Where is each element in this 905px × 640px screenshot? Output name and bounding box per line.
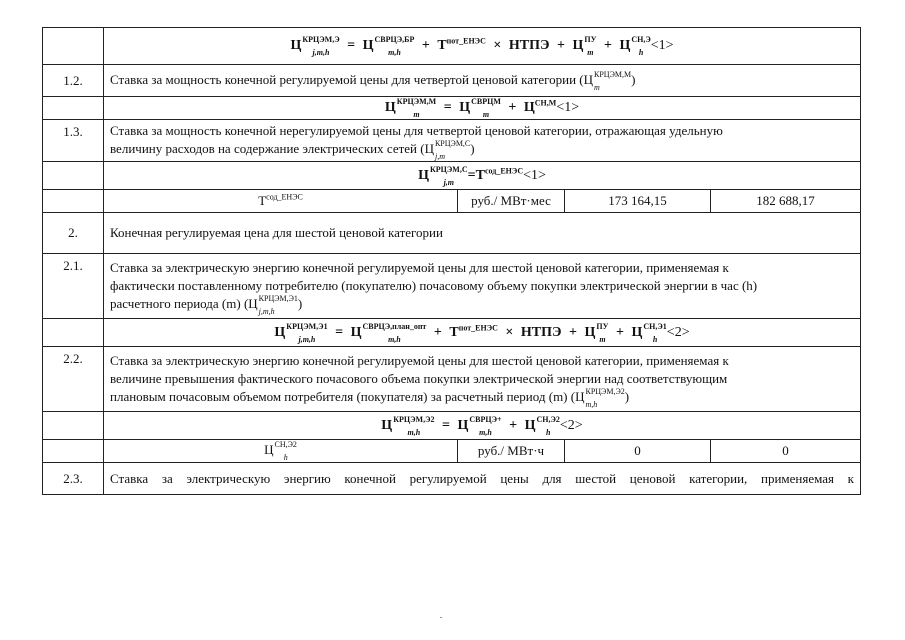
num-cell-empty (43, 412, 104, 440)
num-cell-empty (43, 162, 104, 190)
row-2-3 (43, 463, 861, 495)
value-2: 0 (711, 440, 861, 463)
num-cell-empty (43, 190, 104, 213)
row-2-1 (43, 254, 861, 319)
value-row-1-3 (43, 190, 861, 213)
row-number: 1.2. (43, 65, 104, 97)
row-description: Ставка за электрическую энергию конечной регулируемой цены для шестой ценовой категории, применяемая к фактически поставленному потребителю (покупателю) почасовому объему покупки электрической энергии в час (h) расчетного периода (m) (Ц КРЦЭМ,Э1 j,m,h ) (104, 254, 861, 319)
row-2-2 (43, 347, 861, 412)
value-label: $Т^{сод\_ЕНЭС}$ (104, 190, 458, 213)
formula-1-2: Ц КРЦЭМ,М m = Ц СВРЦМ m + $Ц^{СН,М}<1>$ (104, 97, 861, 120)
row-number: 2.2. (43, 347, 104, 412)
num-cell-empty (43, 440, 104, 463)
row-number: 2.3. (43, 463, 104, 495)
row-description: Ставка за электрическую энергию конечной регулируемой цены для шестой ценовой категории, применяемая к величине превышения фактического почасового объема покупки электрической энергии над соответствующим плановым почасовым объемом потребителя (покупателя) за расчетный период (m) (Ц КРЦЭМ,Э2 m,h ) (104, 347, 861, 412)
num-cell-empty (43, 97, 104, 120)
row-number: 1.3. (43, 120, 104, 162)
row-description: Конечная регулируемая цена для шестой ценовой категории (104, 213, 861, 254)
row-1-2 (43, 65, 861, 97)
value-unit: руб./ МВт·ч (458, 440, 565, 463)
row-2 (43, 213, 861, 254)
row-1-3 (43, 120, 861, 162)
num-cell-empty (43, 28, 104, 65)
row-description: Ставка за мощность конечной нерегулируемой цены для четвертой ценовой категории, отражающая удельную величину расходов на содержание электрических сетей (Ц КРЦЭМ,С j,m ) (104, 120, 861, 162)
value-2: 182 688,17 (711, 190, 861, 213)
formula-2-2: Ц КРЦЭМ,Э2 m,h = Ц СВРЦЭ+ m,h + Ц СН,Э2 h <2> (104, 412, 861, 440)
formula-row-2-2 (43, 412, 861, 440)
formula-1-3: Ц КРЦЭМ,С j,m $=Т^{сод\_ЕНЭС}<1>$ (104, 162, 861, 190)
formula-row-1-2 (43, 97, 861, 120)
formula-row-2-1 (43, 319, 861, 347)
num-cell-empty (43, 319, 104, 347)
row-number: 2. (43, 213, 104, 254)
formula-row-1-1 (43, 28, 861, 65)
value-label: Ц СН,Э2 h (104, 440, 458, 463)
formula-2-1: Ц КРЦЭМ,Э1 j,m,h = Ц СВРЦЭ,план_опт m,h + $Т^{пот\_ЕНЭС}$ × НТПЭ + Ц ПУ m + Ц СН,Э1 h <2> (104, 319, 861, 347)
formula-row-1-3 (43, 162, 861, 190)
value-1: 173 164,15 (565, 190, 711, 213)
tariff-table (42, 27, 861, 495)
value-1: 0 (565, 440, 711, 463)
formula-1-1: Ц КРЦЭМ,Э j,m,h = Ц СВРЦЭ,БР m,h + $Т^{пот\_ЕНЭС}$ × НТПЭ + Ц ПУ m + Ц СН,Э h <1> (104, 28, 861, 65)
row-description: Ставка за мощность конечной регулируемой цены для четвертой ценовой категории (Ц КРЦЭМ,М m ) (104, 65, 861, 97)
row-number: 2.1. (43, 254, 104, 319)
value-unit: руб./ МВт·мес (458, 190, 565, 213)
value-row-2-2 (43, 440, 861, 463)
row-description: Ставка за электрическую энергию конечной регулируемой цены для шестой ценовой категории, применяемая к (104, 463, 861, 495)
scan-speck (440, 617, 442, 618)
